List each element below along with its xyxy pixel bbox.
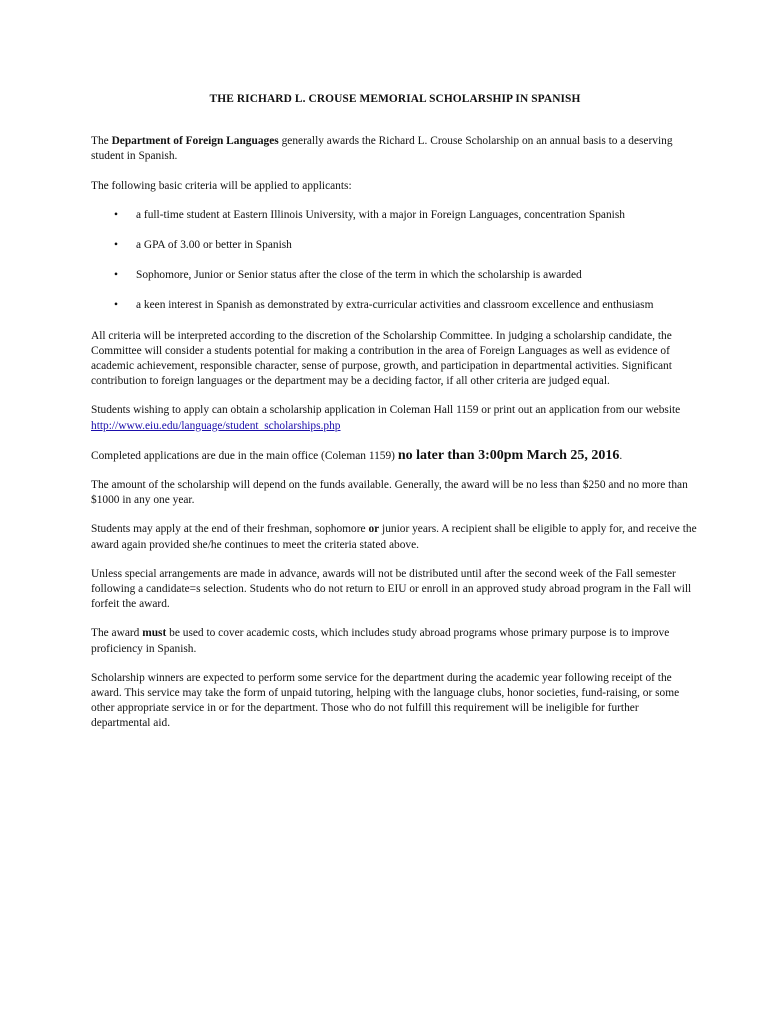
criteria-list	[91, 208, 699, 314]
intro-post: generally awards the Richard L. Crouse Scholarship on an annual basis to a deserving student in Spanish.	[91, 135, 673, 163]
bullet-icon: •	[114, 269, 118, 282]
list-item	[91, 298, 699, 313]
eligibility-paragraph	[91, 522, 699, 552]
amount-paragraph: The amount of the scholarship will depend on the funds available. Generally, the award will be no less than $250 and no more than $1000 in any one year.	[91, 479, 688, 507]
discretion-paragraph: All criteria will be interpreted according to the discretion of the Scholarship Committee. In judging a scholarship candidate, the Committee will consider a students potential for making a contribution in the area of Foreign Languages as well as evidence of academic achievement, responsible character, sense of purpose, growth, and participation in departmental activities. Significant contribution to foreign languages or the department may be a deciding factor, if all other criteria are judged equal.	[91, 329, 672, 388]
list-item	[91, 238, 699, 253]
criteria-text: a full-time student at Eastern Illinois University, with a major in Foreign Languages, concentration Spanish	[136, 208, 625, 221]
usage-emphasis: must	[142, 627, 167, 640]
criteria-text: a keen interest in Spanish as demonstrated by extra-curricular activities and classroom excellence and enthusiasm	[136, 299, 654, 312]
deadline-date: no later than 3:00pm March 25, 2016	[397, 447, 620, 463]
criteria-text: Sophomore, Junior or Senior status after the close of the term in which the scholarship is awarded	[136, 269, 582, 282]
distribution-paragraph: Unless special arrangements are made in advance, awards will not be distributed until after the second week of the Fall semester following a candidate=s selection. Students who do not return to EIU or enroll in an approved study abroad program in the Fall will forfeit the award.	[91, 567, 692, 611]
department-name: Department of Foreign Languages	[111, 135, 279, 148]
eligibility-pre: Students may apply at the end of their freshman, sophomore	[91, 523, 369, 536]
intro-paragraph	[91, 134, 699, 164]
list-item	[91, 208, 699, 223]
document-page	[91, 92, 699, 746]
scholarships-link[interactable]: http://www.eiu.edu/language/student_scholarships.php	[91, 419, 341, 432]
apply-text: Students wishing to apply can obtain a scholarship application in Coleman Hall 1159 or print out an application from our website	[91, 404, 681, 417]
service-paragraph: Scholarship winners are expected to perform some service for the department during the academic year following receipt of the award. This service may take the form of unpaid tutoring, helping with the language clubs, honor societies, fund-raising, or some other appropriate service in or for the department. Those who do not fulfill this requirement will be ineligible for further departmental aid.	[91, 671, 680, 730]
criteria-lead: The following basic criteria will be applied to applicants:	[91, 179, 352, 192]
bullet-icon: •	[114, 208, 118, 221]
apply-paragraph	[91, 403, 699, 433]
list-item	[91, 268, 699, 283]
bullet-icon: •	[114, 239, 118, 252]
criteria-text: a GPA of 3.00 or better in Spanish	[136, 239, 292, 252]
document-title: THE RICHARD L. CROUSE MEMORIAL SCHOLARSHIP IN SPANISH	[209, 93, 581, 105]
eligibility-emphasis: or	[368, 523, 380, 536]
intro-pre: The	[91, 135, 112, 148]
deadline-pre: Completed applications are due in the main office (Coleman 1159)	[91, 449, 398, 462]
usage-pre: The award	[91, 627, 143, 640]
deadline-paragraph	[91, 448, 699, 464]
usage-paragraph	[91, 626, 699, 656]
usage-post: be used to cover academic costs, which includes study abroad programs whose primary purpose is to improve proficiency in Spanish.	[91, 627, 670, 655]
deadline-post: .	[619, 449, 623, 462]
eligibility-post: junior years. A recipient shall be eligible to apply for, and receive the award again provided she/he continues to meet the criteria stated above.	[91, 523, 697, 551]
bullet-icon: •	[114, 299, 118, 312]
